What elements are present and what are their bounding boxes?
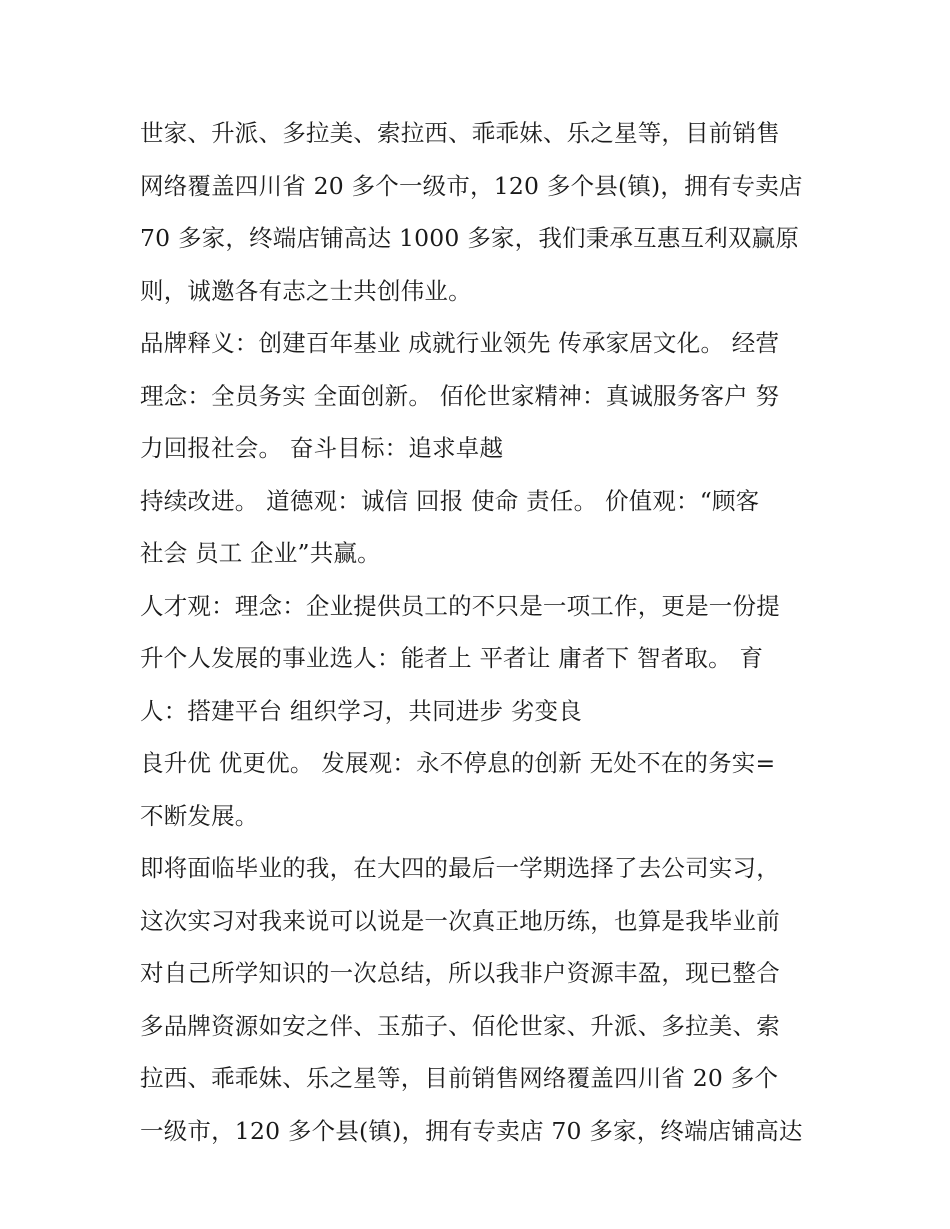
text-line-13: 良升优 优更优。 发展观：永不停息的创新 无处不在的务实= bbox=[140, 749, 776, 777]
text-line-11: 升个人发展的事业选人：能者上 平者让 庸者下 智者取。 育 bbox=[140, 644, 764, 672]
text-line-3: 70 多家，终端店铺高达 1000 多家，我们秉承互惠互利双赢原 bbox=[140, 224, 800, 252]
text-line-18: 多品牌资源如安之伴、玉茄子、佰伦世家、升派、多拉美、索 bbox=[140, 1011, 780, 1040]
text-line-15: 即将面临毕业的我，在大四的最后一学期选择了去公司实习， bbox=[140, 854, 780, 882]
text-line-6: 理念：全员务实 全面创新。 佰伦世家精神：真诚服务客户 努 bbox=[140, 381, 780, 410]
text-line-20: 一级市，120 多个县(镇)，拥有专卖店 70 多家，终端店铺高达 bbox=[140, 1116, 803, 1145]
text-line-16: 这次实习对我来说可以说是一次真正地历练，也算是我毕业前 bbox=[140, 906, 780, 935]
text-line-7: 力回报社会。 奋斗目标：追求卓越 bbox=[140, 434, 504, 462]
text-line-19: 拉西、乖乖妹、乐之星等，目前销售网络覆盖四川省 20 多个 bbox=[140, 1064, 779, 1092]
text-line-1: 世家、升派、多拉美、索拉西、乖乖妹、乐之星等，目前销售 bbox=[140, 119, 780, 147]
text-line-8: 持续改进。 道德观：诚信 回报 使命 责任。 价值观：“顾客 bbox=[140, 486, 760, 515]
text-line-9: 社会 员工 企业”共赢。 bbox=[140, 539, 381, 567]
document-body bbox=[140, 107, 830, 1157]
text-line-4: 则，诚邀各有志之士共创伟业。 bbox=[140, 276, 472, 305]
text-line-10: 人才观：理念：企业提供员工的不只是一项工作，更是一份提 bbox=[140, 591, 780, 620]
text-line-14: 不断发展。 bbox=[140, 801, 259, 830]
text-line-2: 网络覆盖四川省 20 多个一级市，120 多个县(镇)，拥有专卖店 bbox=[140, 171, 803, 200]
text-line-5: 品牌释义：创建百年基业 成就行业领先 传承家居文化。 经营 bbox=[140, 329, 780, 357]
text-line-12: 人：搭建平台 组织学习，共同进步 劣变良 bbox=[140, 696, 582, 725]
text-line-17: 对自己所学知识的一次总结，所以我非户资源丰盈，现已整合 bbox=[140, 959, 780, 987]
